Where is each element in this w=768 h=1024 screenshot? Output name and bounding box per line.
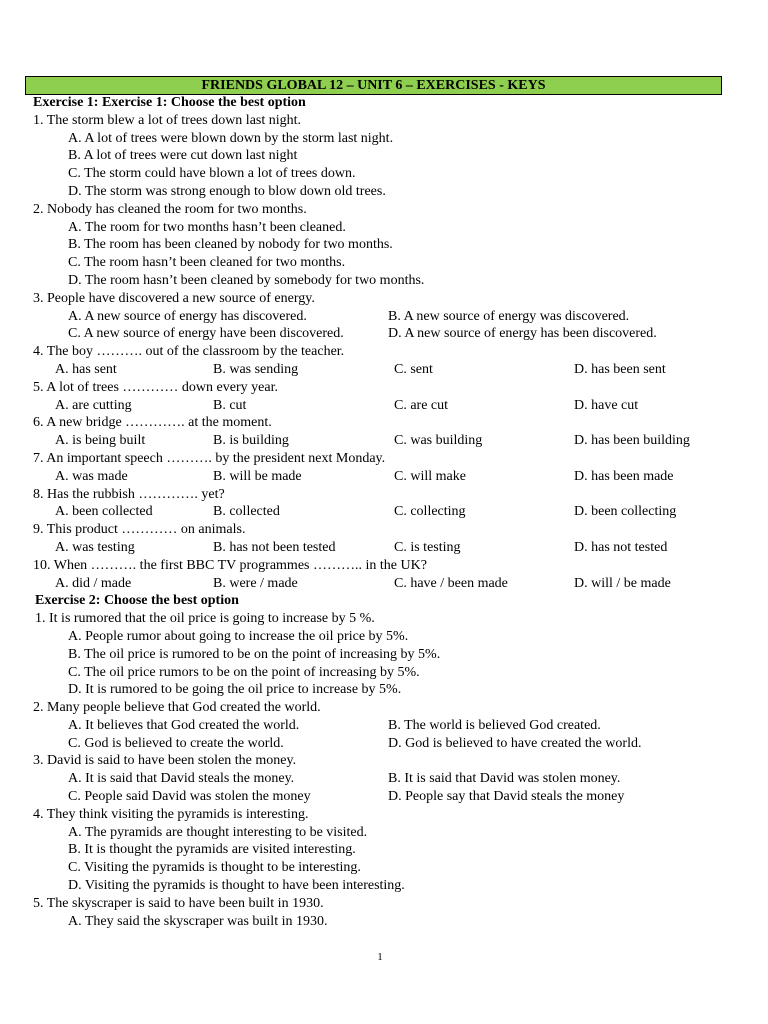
option: C. The oil price rumors to be on the point of increasing by 5%. — [68, 664, 420, 680]
option: C. The storm could have blown a lot of trees down. — [68, 166, 356, 182]
option-row: A. was testing B. has not been tested C. is testing D. has not tested — [55, 539, 668, 555]
option-row: A. was made B. will be made C. will make D. has been made — [55, 468, 674, 484]
question-stem: 5. The skyscraper is said to have been built in 1930. — [33, 895, 324, 911]
option: D. It is rumored to be going the oil price to increase by 5%. — [68, 682, 402, 698]
option: D. The room hasn’t been cleaned by somebody for two months. — [68, 272, 425, 288]
option: A. People rumor about going to increase the oil price by 5%. — [68, 628, 409, 644]
option-row: A. A new source of energy has discovered. B. A new source of energy was discovered. — [68, 308, 630, 324]
option: D. Visiting the pyramids is thought to have been interesting. — [68, 878, 405, 894]
question-stem: 5. A lot of trees ………… down every year. — [33, 379, 278, 395]
option-row: C. A new source of energy have been discovered. D. A new source of energy has been discovered. — [68, 326, 657, 342]
question-stem: 2. Many people believe that God created the world. — [33, 700, 321, 716]
option: C. The room hasn’t been cleaned for two months. — [68, 255, 346, 271]
option: B. The room has been cleaned by nobody for two months. — [68, 237, 393, 253]
option-row: A. did / made B. were / made C. have / been made D. will / be made — [55, 575, 671, 591]
question-stem: 6. A new bridge …………. at the moment. — [33, 415, 272, 431]
option: A. The pyramids are thought interesting to be visited. — [68, 824, 368, 840]
question-stem: 3. People have discovered a new source of energy. — [33, 290, 315, 306]
option: B. It is thought the pyramids are visited interesting. — [68, 842, 356, 858]
option: B. The oil price is rumored to be on the point of increasing by 5%. — [68, 646, 441, 662]
question-stem: 4. They think visiting the pyramids is interesting. — [33, 806, 309, 822]
option: B. A lot of trees were cut down last night — [68, 148, 298, 164]
question-stem: 3. David is said to have been stolen the money. — [33, 753, 297, 769]
option-row: A. are cutting B. cut C. are cut D. have cut — [55, 397, 639, 413]
question-stem: 7. An important speech ………. by the president next Monday. — [33, 450, 386, 466]
question-stem: 8. Has the rubbish …………. yet? — [33, 486, 225, 502]
option: A. A lot of trees were blown down by the storm last night. — [68, 130, 394, 146]
question-stem: 1. It is rumored that the oil price is going to increase by 5 %. — [35, 611, 375, 627]
option: D. The storm was strong enough to blow down old trees. — [68, 183, 386, 199]
exercise-2-heading: Exercise 2: Choose the best option — [35, 593, 239, 609]
option: A. They said the skyscraper was built in 1930. — [68, 913, 328, 929]
option: A. The room for two months hasn’t been cleaned. — [68, 219, 346, 235]
question-stem: 2. Nobody has cleaned the room for two months. — [33, 201, 307, 217]
option-row: C. God is believed to create the world. D. God is believed to have created the world. — [68, 735, 642, 751]
option-row: A. been collected B. collected C. collecting D. been collecting — [55, 504, 677, 520]
page-number: 1 — [377, 951, 383, 963]
question-stem: 9. This product ………… on animals. — [33, 522, 246, 538]
option-row: A. is being built B. is building C. was building D. has been building — [55, 433, 690, 449]
option-row: A. has sent B. was sending C. sent D. has been sent — [55, 361, 666, 377]
document-title: FRIENDS GLOBAL 12 – UNIT 6 – EXERCISES - KEYS — [25, 76, 722, 95]
option-row: A. It believes that God created the world. B. The world is believed God created. — [68, 717, 601, 733]
question-stem: 1. The storm blew a lot of trees down last night. — [33, 112, 302, 128]
option-row: A. It is said that David steals the money. B. It is said that David was stolen money. — [68, 771, 621, 787]
option-row: C. People said David was stolen the money D. People say that David steals the money — [68, 789, 625, 805]
option: C. Visiting the pyramids is thought to be interesting. — [68, 860, 361, 876]
question-stem: 10. When ………. the first BBC TV programmes ……….. in the UK? — [33, 557, 427, 573]
exercise-1-heading: Exercise 1: Exercise 1: Choose the best option — [33, 95, 306, 110]
document-body — [0, 94, 768, 930]
question-stem: 4. The boy ………. out of the classroom by the teacher. — [33, 344, 345, 360]
